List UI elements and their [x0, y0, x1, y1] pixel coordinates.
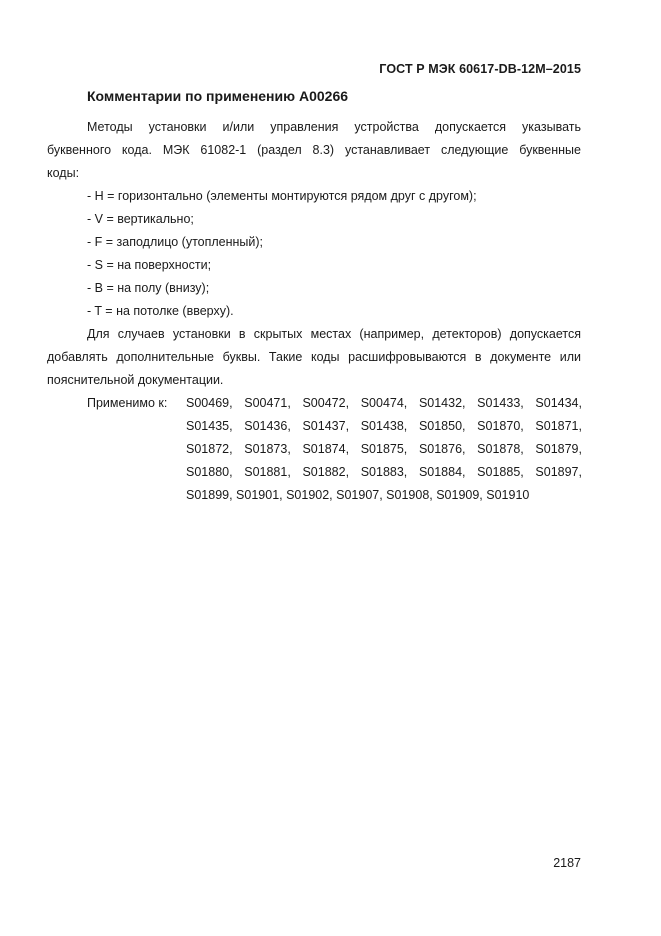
- symbol-code: S01875,: [360, 442, 408, 456]
- code-line: [186, 461, 582, 484]
- symbol-code: S01436,: [244, 419, 291, 433]
- symbol-code: S01874,: [302, 442, 350, 456]
- paragraph-methods: [47, 116, 581, 185]
- symbol-code: S01870,: [477, 419, 524, 433]
- list-item: - S = на поверхности;: [87, 258, 212, 272]
- symbol-code: S01435,: [186, 419, 233, 433]
- code-line: [186, 438, 582, 461]
- list-item: - H = горизонтально (элементы монтируются рядом друг с другом);: [87, 189, 477, 203]
- paragraph-line: пояснительной документации.: [47, 373, 224, 387]
- symbol-code: S00471,: [244, 396, 291, 410]
- symbol-code: S01432,: [418, 396, 466, 410]
- symbol-code: S01871,: [535, 419, 582, 433]
- symbol-code: S01873,: [244, 442, 291, 456]
- symbol-code: S01884,: [418, 465, 466, 479]
- paragraph-line: коды:: [47, 166, 80, 180]
- symbol-code: S01878,: [477, 442, 524, 456]
- applicable-codes: [186, 392, 582, 507]
- letter-codes-list: [87, 185, 477, 323]
- paragraph-hidden-places: [47, 323, 581, 392]
- symbol-code: S01879,: [535, 442, 582, 456]
- page-number: 2187: [553, 856, 581, 870]
- symbol-code: S01438,: [360, 419, 408, 433]
- paragraph-line: Методы установки и/или управления устройства допускается указывать: [87, 120, 581, 134]
- symbol-code: S01434,: [535, 396, 582, 410]
- list-item: - F = заподлицо (утопленный);: [87, 235, 264, 249]
- symbol-code: S00469,: [186, 396, 233, 410]
- symbol-code: S01881,: [244, 465, 291, 479]
- symbol-code: S01437,: [302, 419, 350, 433]
- symbol-code: S00472,: [302, 396, 350, 410]
- code-line: [186, 392, 582, 415]
- paragraph-line: буквенного кода. МЭК 61082-1 (раздел 8.3) устанавливает следующие буквенные: [47, 143, 581, 157]
- symbol-code: S01876,: [418, 442, 466, 456]
- symbol-code: S01885,: [477, 465, 524, 479]
- list-item: - V = вертикально;: [87, 212, 194, 226]
- list-item: - B = на полу (внизу);: [87, 281, 210, 295]
- section-title: Комментарии по применению A00266: [87, 88, 349, 104]
- symbol-code: S01850,: [418, 419, 466, 433]
- symbol-code-group: S01899, S01901, S01902, S01907, S01908, S01909, S01910: [186, 488, 530, 502]
- symbol-code: S01883,: [360, 465, 408, 479]
- document-header-code: ГОСТ Р МЭК 60617-DB-12M–2015: [379, 62, 581, 76]
- symbol-code: S01872,: [186, 442, 233, 456]
- symbol-code: S00474,: [360, 396, 408, 410]
- applicable-label: Применимо к:: [87, 396, 168, 410]
- symbol-code: S01433,: [477, 396, 524, 410]
- paragraph-line: добавлять дополнительные буквы. Такие коды расшифровываются в документе или: [47, 350, 581, 364]
- paragraph-line: Для случаев установки в скрытых местах (например, детекторов) допускается: [87, 327, 581, 341]
- symbol-code: S01882,: [302, 465, 350, 479]
- code-line: [186, 415, 582, 438]
- symbol-code: S01880,: [186, 465, 233, 479]
- list-item: - T = на потолке (вверху).: [87, 304, 234, 318]
- symbol-code: S01897,: [535, 465, 582, 479]
- code-line: [186, 484, 582, 507]
